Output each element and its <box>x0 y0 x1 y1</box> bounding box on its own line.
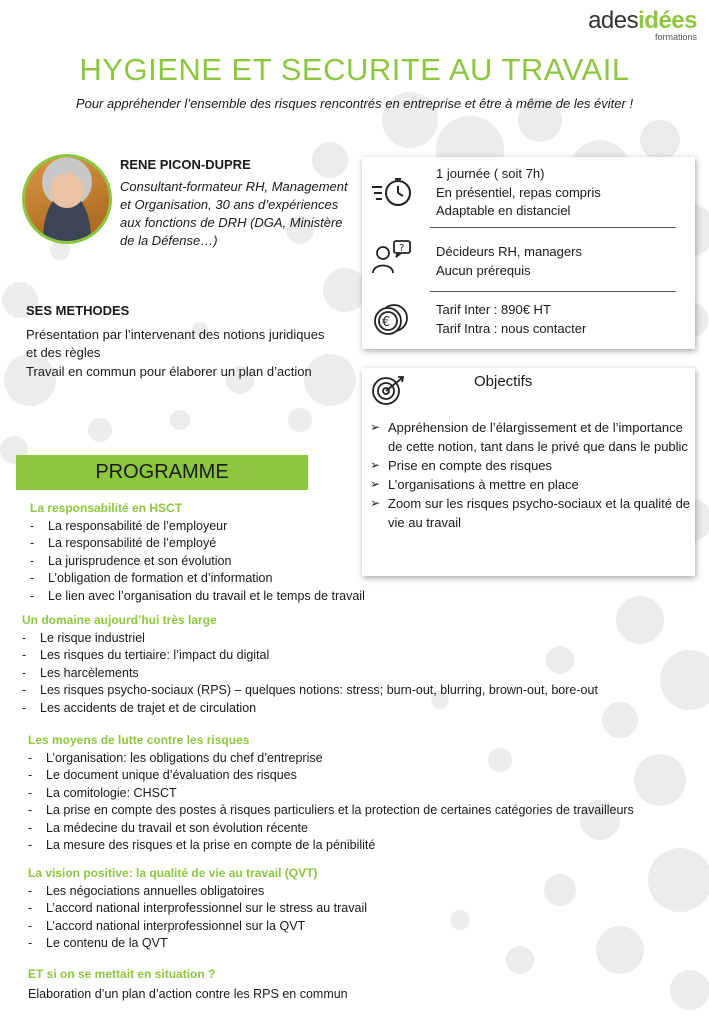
coins-euro-icon <box>370 301 416 344</box>
list-item: - La comitologie: CHSCT <box>28 785 634 802</box>
objective-item: ➢ L’organisations à mettre en place <box>370 475 692 494</box>
objective-item: ➢ Zoom sur les risques psycho-sociaux et la qualité de vie au travail <box>370 494 692 532</box>
target-icon <box>370 374 408 411</box>
programme-banner: PROGRAMME <box>16 455 308 490</box>
list-item: - L’accord national interprofessionnel sur le stress au travail <box>28 900 367 917</box>
pricing-line: Tarif Inter : 890€ HT <box>436 302 551 317</box>
section-list <box>28 750 634 854</box>
methods-line: Présentation par l’intervenant des notions juridiques et des règles <box>26 326 325 361</box>
list-item: - L’accord national interprofessionnel sur la QVT <box>28 918 367 935</box>
trainer-name: RENE PICON-DUPRE <box>120 157 251 172</box>
svg-text:?: ? <box>399 243 405 254</box>
logo-prefix: ades <box>588 7 639 34</box>
section-title: La vision positive: la qualité de vie au travail (QVT) <box>28 866 318 880</box>
info-separator <box>430 291 676 292</box>
section-list <box>28 883 367 953</box>
methods-line: Travail en commun pour élaborer un plan d’action <box>26 363 312 379</box>
list-item: - Les négociations annuelles obligatoires <box>28 883 367 900</box>
list-item: - Le lien avec l’organisation du travail et le temps de travail <box>30 588 365 605</box>
objective-item: ➢ Appréhension de l’élargissement et de l’importance de cette notion, tant dans le privé que dans le public <box>370 418 692 456</box>
section-list <box>30 518 365 605</box>
section-title: Un domaine aujourd’hui très large <box>22 613 217 627</box>
methods-section <box>26 302 326 381</box>
svg-text:€: € <box>382 315 391 330</box>
methods-title: SES METHODES <box>26 303 130 318</box>
section-list <box>22 630 598 717</box>
objectives-title: Objectifs <box>474 373 533 390</box>
objectives-box <box>362 368 695 576</box>
brand-logo <box>588 8 697 42</box>
logo-suffix: idées <box>638 7 697 34</box>
list-item: - Les accidents de trajet et de circulation <box>22 700 598 717</box>
page-title: HYGIENE ET SECURITE AU TRAVAIL <box>79 52 630 87</box>
list-item: - L’organisation: les obligations du chef d’entreprise <box>28 750 634 767</box>
list-item: - La prise en compte des postes à risques particuliers et la protection de certaines catégories de travailleurs <box>28 802 634 819</box>
audience-line: Décideurs RH, managers <box>436 244 582 259</box>
people-question-icon <box>370 239 416 280</box>
section-title: ET si on se mettait en situation ? <box>28 967 216 981</box>
list-item: - Le risque industriel <box>22 630 598 647</box>
duration-line: En présentiel, repas compris <box>436 184 601 200</box>
audience-line: Aucun prérequis <box>436 262 531 278</box>
list-item: - Les risques psycho-sociaux (RPS) – quelques notions: stress; burn-out, blurring, brown-out, bore-out <box>22 682 598 699</box>
list-item: - La responsabilité de l’employé <box>30 535 365 552</box>
info-separator <box>430 227 676 228</box>
section-title: La responsabilité en HSCT <box>30 501 183 515</box>
list-item: - La médecine du travail et son évolution récente <box>28 820 634 837</box>
objective-item: ➢ Prise en compte des risques <box>370 456 692 475</box>
list-item: - Le contenu de la QVT <box>28 935 367 952</box>
trainer-avatar <box>22 154 112 244</box>
list-item: - L’obligation de formation et d’information <box>30 570 365 587</box>
section-title: Les moyens de lutte contre les risques <box>28 733 250 747</box>
stopwatch-icon <box>370 175 416 214</box>
duration-line: Adaptable en distanciel <box>436 203 571 218</box>
list-item: - La mesure des risques et la prise en compte de la pénibilité <box>28 837 634 854</box>
objectives-list <box>370 418 692 532</box>
trainer-description: Consultant-formateur RH, Management et Organisation, 30 ans d’expériences aux fonctions de DRH (DGA, Ministère de la Défense…) <box>120 179 348 248</box>
duration-line: 1 journée ( soit 7h) <box>436 166 545 181</box>
pricing-line: Tarif Intra : nous contacter <box>436 320 587 336</box>
list-item: - La responsabilité de l’employeur <box>30 518 365 535</box>
section-text: Elaboration d’un plan d’action contre les RPS en commun <box>28 987 348 1001</box>
info-box <box>362 157 695 349</box>
logo-subtitle: formations <box>654 32 697 42</box>
list-item: - Les risques du tertiaire: l’impact du digital <box>22 647 598 664</box>
list-item: - La jurisprudence et son évolution <box>30 553 365 570</box>
list-item: - Le document unique d’évaluation des risques <box>28 767 634 784</box>
page-subtitle: Pour appréhender l’ensemble des risques rencontrés en entreprise et être à même de les éviter ! <box>75 96 634 111</box>
list-item: - Les harcèlements <box>22 665 598 682</box>
